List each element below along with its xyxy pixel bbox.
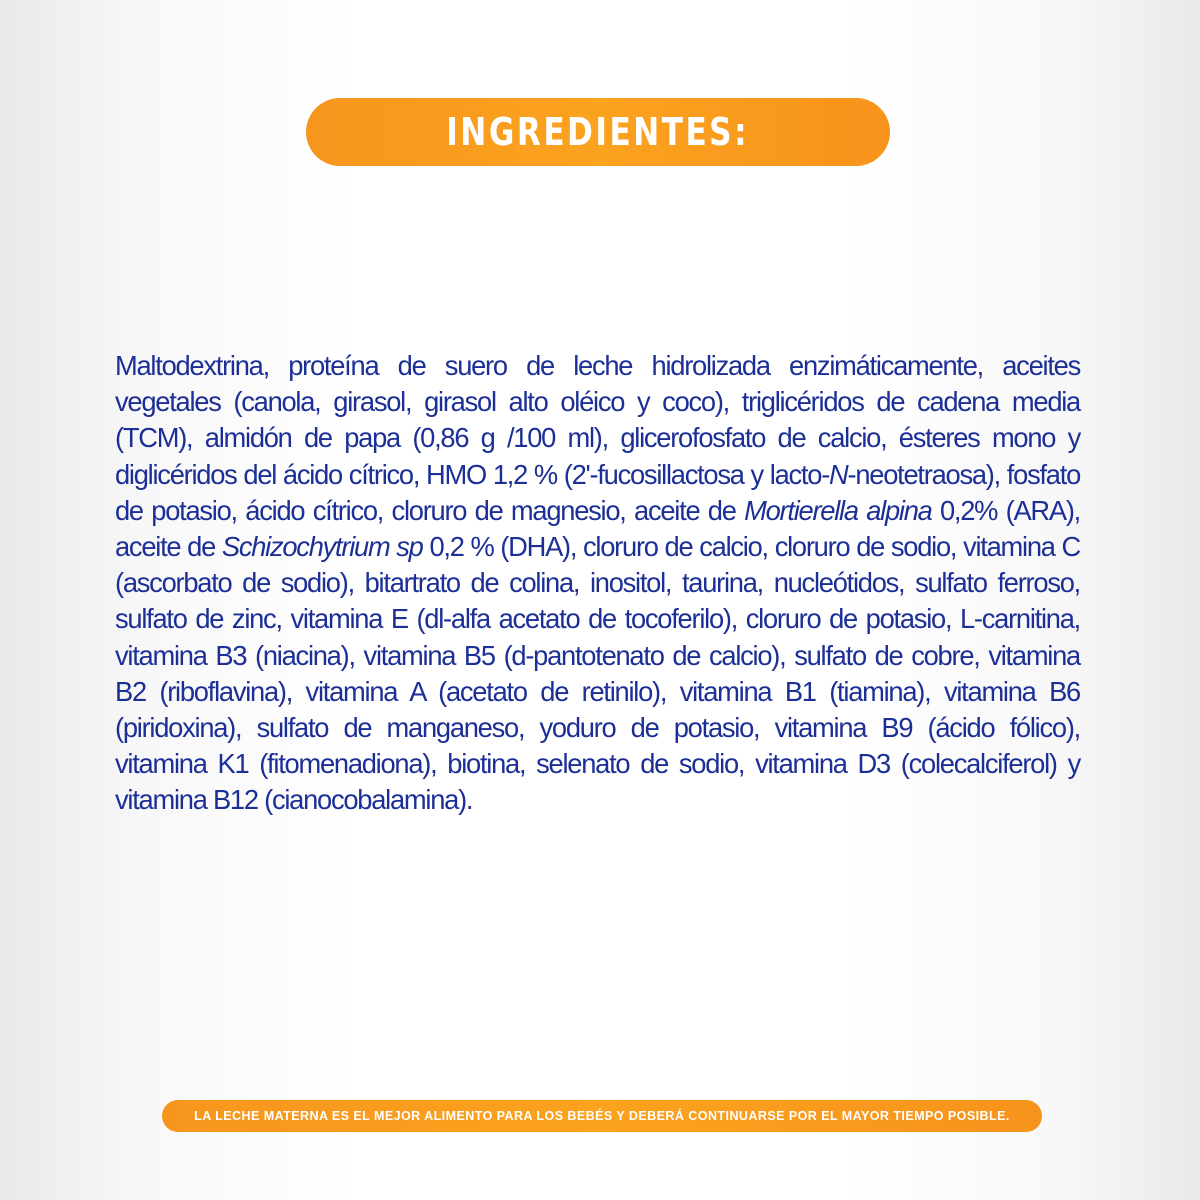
ingredients-italic-schizochytrium: Schizochytrium sp: [221, 531, 423, 563]
ingredients-text-part-2: -neotetraosa), fosfato de potasio, ácido cítrico, cloruro de magnesio, aceite de: [115, 458, 1081, 526]
ingredients-header-banner: [306, 98, 890, 166]
ingredients-text-part-3: 0,2% (ARA), aceite de: [115, 494, 1081, 563]
breastfeeding-notice-banner: [162, 1100, 1042, 1132]
ingredients-list: [115, 348, 1080, 819]
ingredients-italic-n: N: [829, 458, 848, 490]
ingredients-heading: INGREDIENTES:: [446, 110, 750, 154]
ingredients-text-part-4: 0,2 % (DHA), cloruro de calcio, cloruro de sodio, vitamina C (ascorbato de sodio), bitartrato de colina, inositol, taurina, nucleótidos, sulfato ferroso, sulfato de zinc, vitamina E (dl-alfa acetato de tocoferilo), cloruro de potasio, L-carnitina, vitamina B3 (niacina), vitamina B5 (d-pantotenato de calcio), sulfato de cobre, vitamina B2 (riboflavina), vitamina A (acetato de retinilo), vitamina B1 (tiamina), vitamina B6 (piridoxina), sulfato de manganeso, yoduro de potasio, vitamina B9 (ácido fólico), vitamina K1 (fitomenadiona), biotina, selenato de sodio, vitamina D3 (colecalciferol) y vitamina B12 (cianocobalamina).: [115, 531, 1081, 816]
ingredients-italic-mortierella: Mortierella alpina: [744, 494, 932, 526]
ingredients-text-part-1: Maltodextrina, proteína de suero de leche hidrolizada enzimáticamente, aceites vegetales (canola, girasol, girasol alto oléico y coco), triglicéridos de cadena media (TCM), almidón de papa (0,86 g /100 ml), glicerofosfato de calcio, ésteres mono y diglicéridos del ácido cítrico, HMO 1,2 % (2'-fucosillactosa y lacto-: [115, 350, 1080, 490]
breastfeeding-notice: LA LECHE MATERNA ES EL MEJOR ALIMENTO PARA LOS BEBÉS Y DEBERÁ CONTINUARSE POR EL MAYOR TIEMPO POSIBLE.: [194, 1109, 1010, 1123]
